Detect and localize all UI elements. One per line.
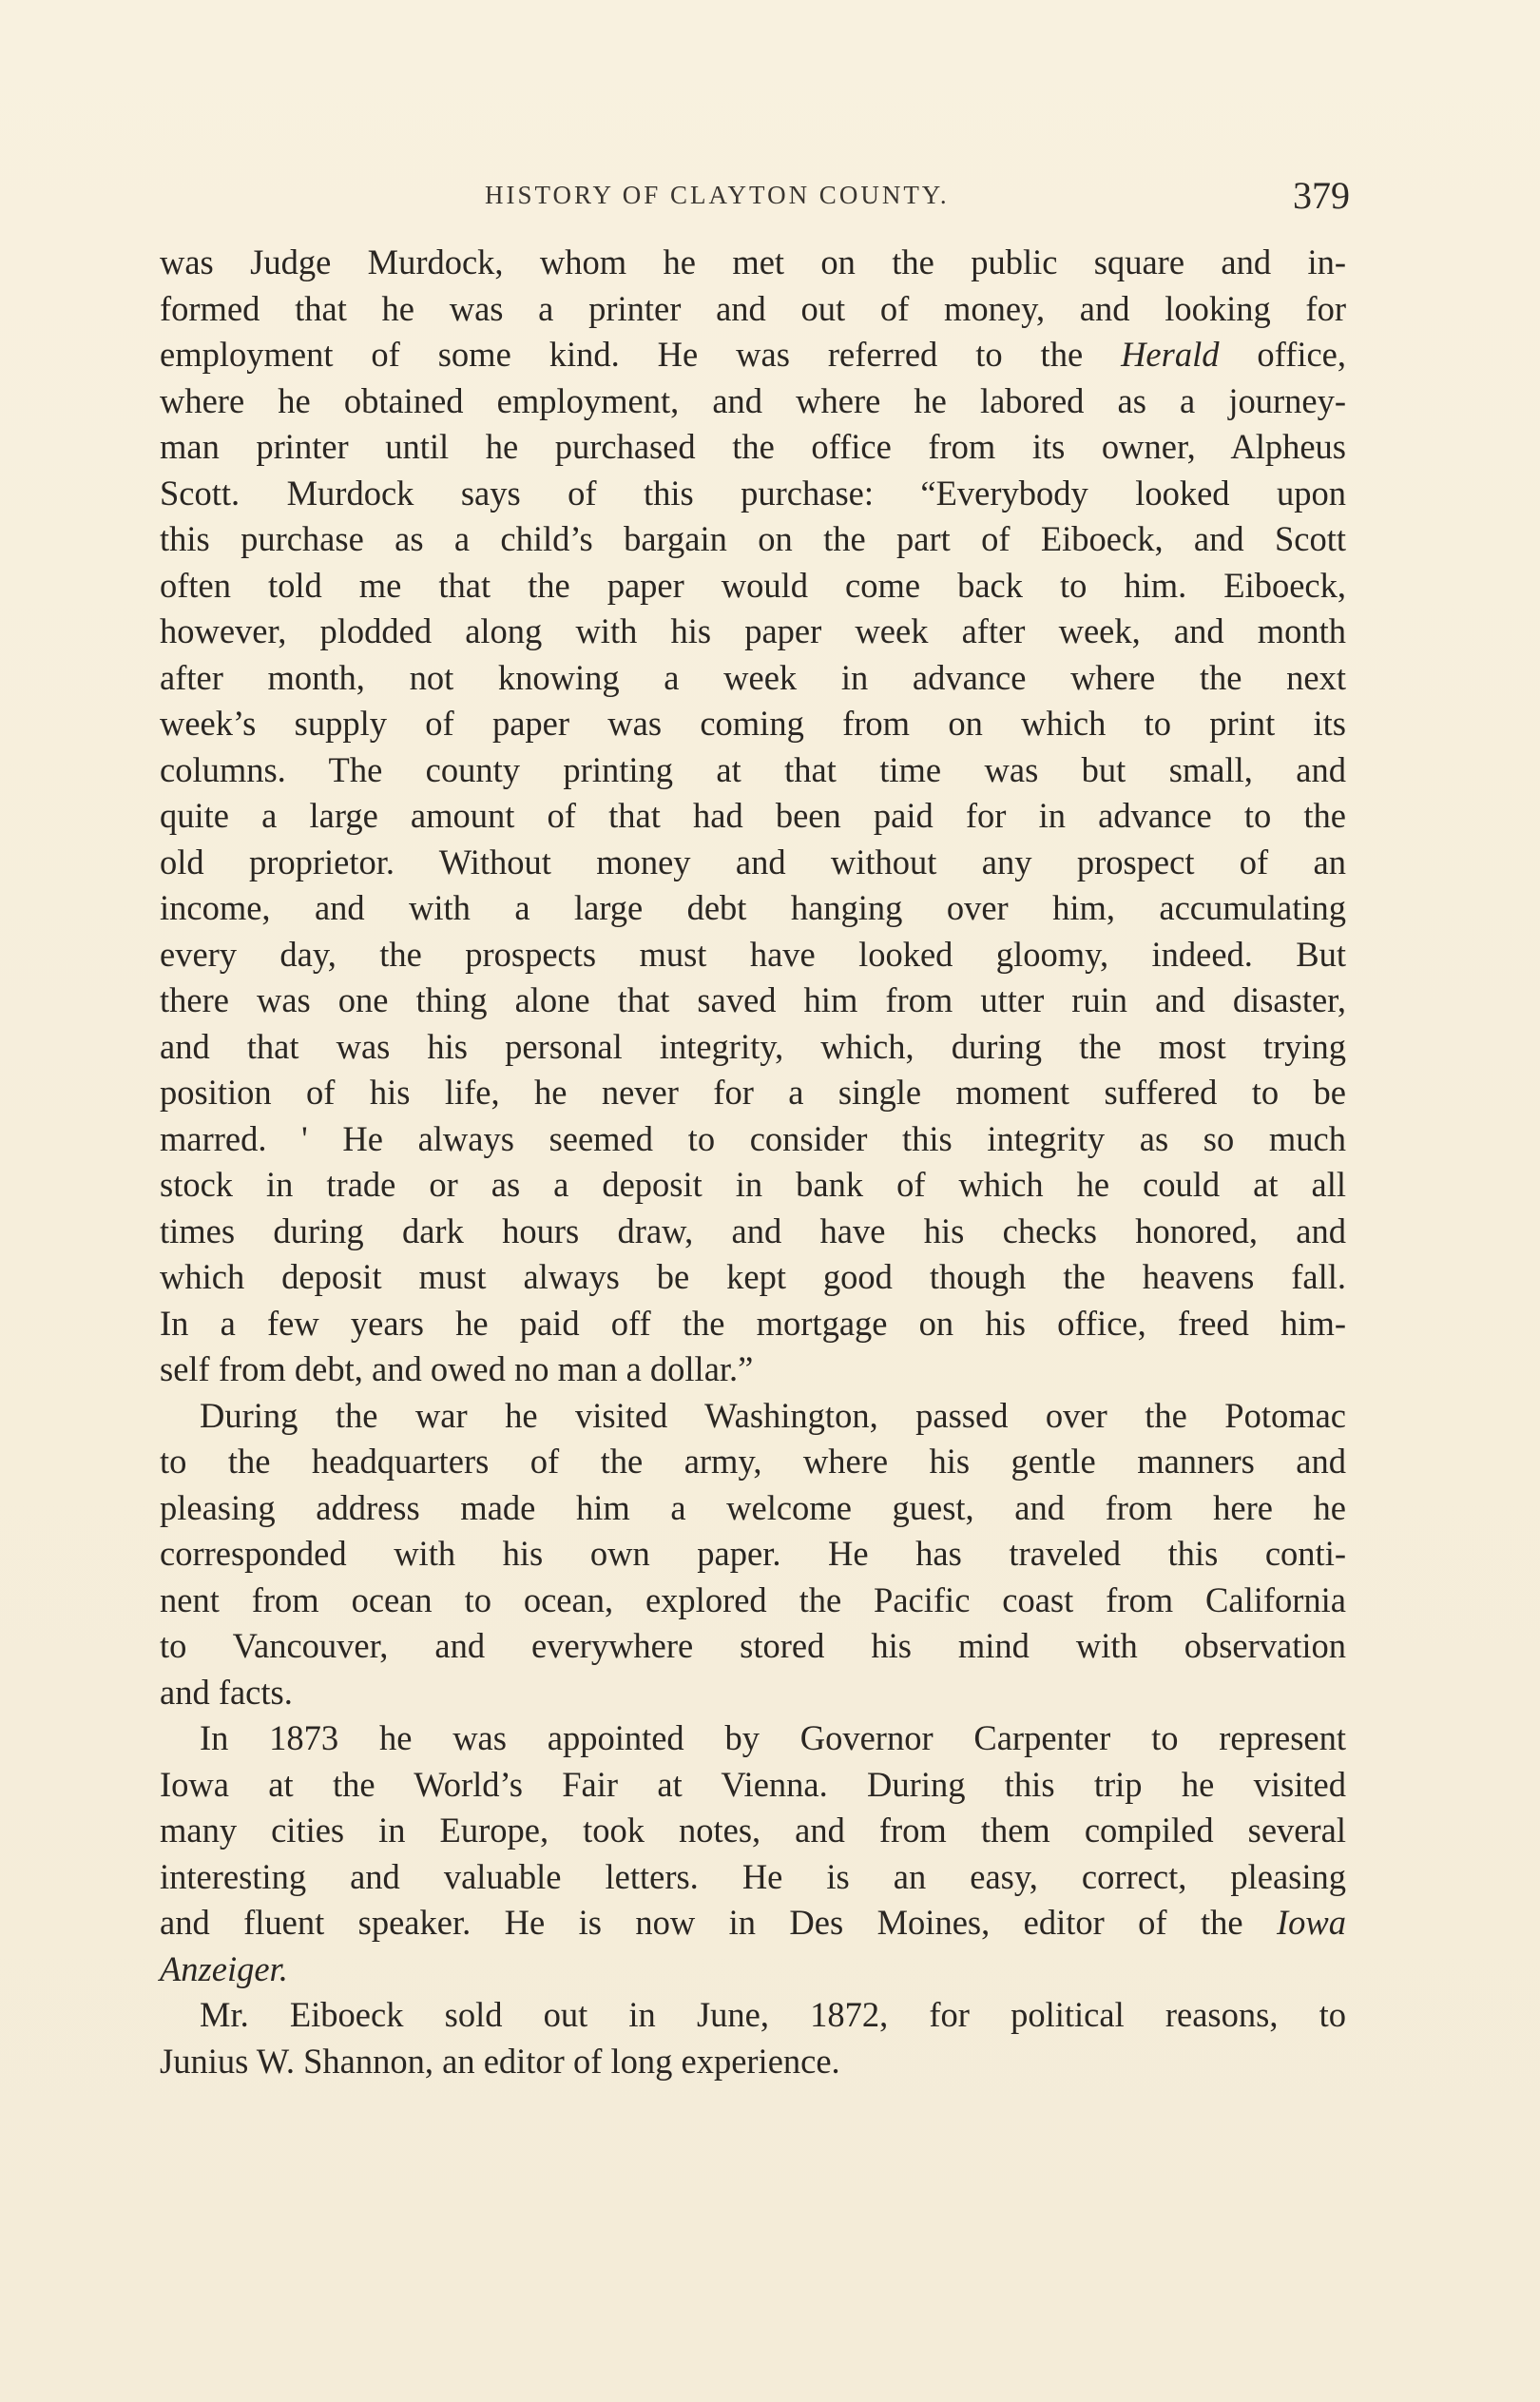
text-line: many cities in Europe, took notes, and from them compiled several <box>160 1811 1346 1850</box>
text-line: every day, the prospects must have looked gloomy, indeed. But <box>160 934 1346 974</box>
text-line: there was one thing alone that saved him from utter ruin and disaster, <box>160 980 1346 1019</box>
text-line: corresponded with his own paper. He has traveled this conti- <box>160 1534 1346 1573</box>
text-line: Iowa at the World’s Fair at Vienna. During this trip he visited <box>160 1764 1346 1804</box>
running-title: HISTORY OF CLAYTON COUNTY. <box>485 181 950 209</box>
paragraph <box>160 1393 1346 1716</box>
text-line: after month, not knowing a week in advance where the next <box>160 657 1346 697</box>
text-line: this purchase as a child’s bargain on the part of Eiboeck, and Scott <box>160 519 1346 558</box>
text-line: man printer until he purchased the office from its owner, Alpheus <box>160 427 1346 466</box>
paragraph <box>160 1715 1346 1992</box>
text-line: income, and with a large debt hanging over him, accumulating <box>160 888 1346 927</box>
text-line: to Vancouver, and everywhere stored his mind with observation <box>160 1626 1346 1665</box>
text-line: marred. ' He always seemed to consider this integrity as so much <box>160 1118 1346 1158</box>
text-line: interesting and valuable letters. He is an easy, correct, pleasing <box>160 1856 1346 1896</box>
text-line: nent from ocean to ocean, explored the Pacific coast from California <box>160 1579 1346 1619</box>
text-line: week’s supply of paper was coming from on which to print its <box>160 704 1346 743</box>
text-line: columns. The county printing at that time was but small, and <box>160 749 1346 789</box>
text-line: was Judge Murdock, whom he met on the public square and in- <box>160 242 1346 281</box>
text-line: often told me that the paper would come back to him. Eiboeck, <box>160 565 1346 605</box>
text-line: and facts. <box>160 1672 293 1712</box>
text-line: self from debt, and owed no man a dollar.” <box>160 1349 754 1388</box>
text-line: quite a large amount of that had been paid for in advance to the <box>160 796 1346 835</box>
text-line: which deposit must always be kept good though the heavens fall. <box>160 1257 1346 1296</box>
text-line: Scott. Murdock says of this purchase: “Everybody looked upon <box>160 473 1346 513</box>
running-header <box>162 173 1350 221</box>
text-line: and that was his personal integrity, which, during the most trying <box>160 1026 1346 1066</box>
text-line: old proprietor. Without money and without any prospect of an <box>160 842 1346 881</box>
text-line: and fluent speaker. He is now in Des Moines, editor of the Iowa <box>160 1903 1346 1942</box>
text-line: Anzeiger. <box>160 1948 288 1988</box>
page-number: 379 <box>1293 174 1350 217</box>
text-line: During the war he visited Washington, passed over the Potomac <box>200 1395 1346 1435</box>
text-line: however, plodded along with his paper week after week, and month <box>160 611 1346 650</box>
text-line: Junius W. Shannon, an editor of long experience. <box>160 2041 840 2081</box>
text-line: to the headquarters of the army, where his gentle manners and <box>160 1442 1346 1481</box>
text-line: position of his life, he never for a single moment suffered to be <box>160 1073 1346 1112</box>
body-text <box>160 240 1346 2084</box>
paragraph <box>160 1992 1346 2084</box>
text-line: stock in trade or as a deposit in bank of which he could at all <box>160 1165 1346 1204</box>
text-line: times during dark hours draw, and have his checks honored, and <box>160 1211 1346 1250</box>
text-line: where he obtained employment, and where he labored as a journey- <box>160 380 1346 420</box>
text-line: employment of some kind. He was referred to the Herald office, <box>160 335 1346 374</box>
text-line: pleasing address made him a welcome guest, and from here he <box>160 1487 1346 1527</box>
paragraph <box>160 240 1346 1393</box>
text-line: In a few years he paid off the mortgage on his office, freed him- <box>160 1303 1346 1343</box>
text-line: Mr. Eiboeck sold out in June, 1872, for political reasons, to <box>200 1995 1346 2034</box>
text-line: In 1873 he was appointed by Governor Carpenter to represent <box>200 1718 1346 1757</box>
text-line: formed that he was a printer and out of money, and looking for <box>160 288 1346 328</box>
